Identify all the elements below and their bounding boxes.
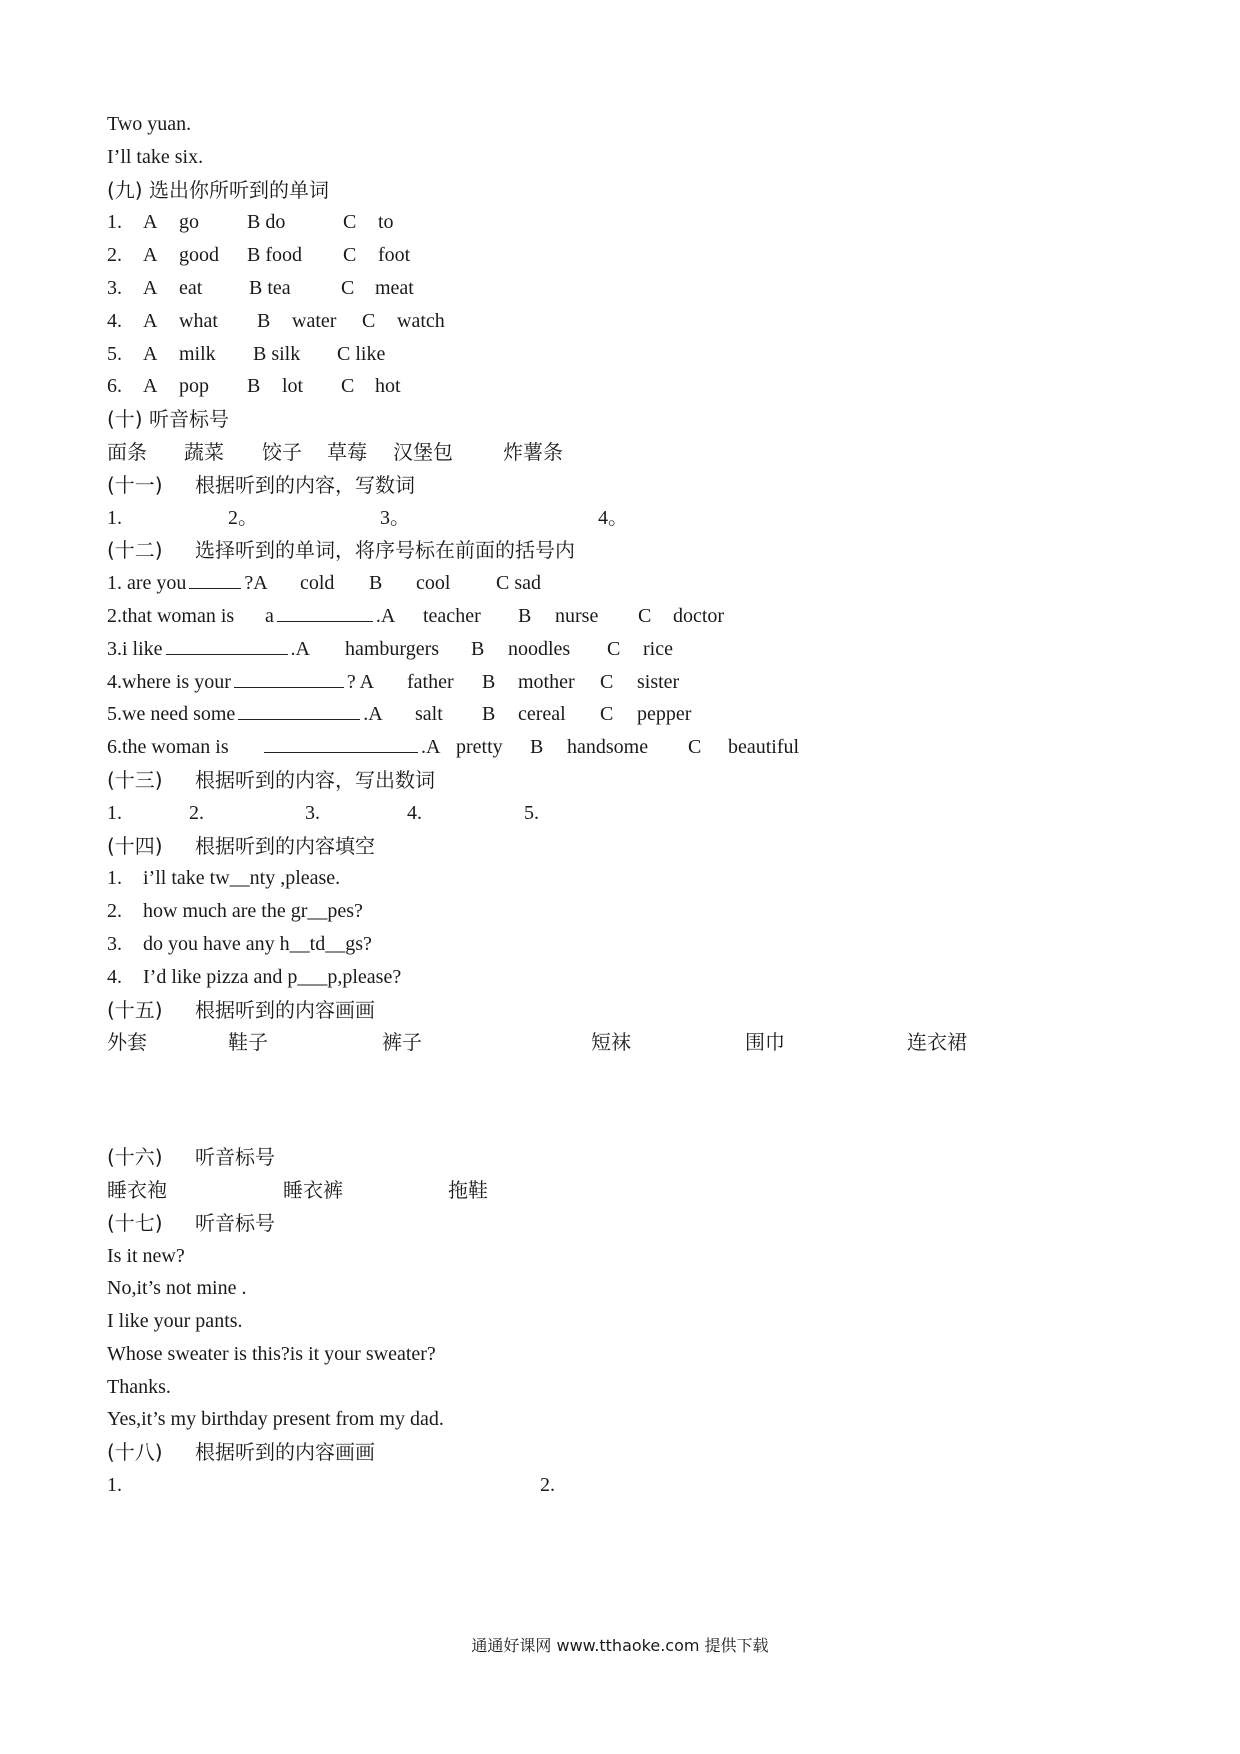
s12-row-6: 6.the woman is .A pretty B handsome C beautiful — [107, 731, 1147, 764]
intro-line: I’ll take six. — [107, 145, 204, 168]
section-17-heading: (十七) 听音标号 — [107, 1210, 275, 1235]
worksheet-page — [107, 108, 1147, 1502]
s12-row-4: 4.where is your ? A father B mother C sister — [107, 666, 1147, 699]
section-13-heading: (十三) 根据听到的内容，写出数词 — [107, 767, 435, 792]
section-18-heading: (十八) 根据听到的内容画画 — [107, 1440, 375, 1465]
page-footer: 通通好课网 www.tthaoke.com 提供下载 — [471, 1636, 769, 1655]
s14-row-4: 4. I’d like pizza and p___p,please? — [107, 965, 402, 988]
s12-row-2: 2.that woman is a .A teacher B nurse C doctor — [107, 600, 1147, 633]
s12-row-1: 1. are you ?A cold B cool C sad — [107, 567, 1147, 600]
s9-row-5: 5. A milk B silk C like — [107, 342, 386, 365]
s14-row-1: 1. i’ll take tw__nty ,please. — [107, 867, 341, 890]
s9-row-2: 2. A good B food C foot — [107, 244, 411, 267]
s10-items: 面条 蔬菜 饺子 草莓 汉堡包 炸薯条 — [107, 439, 563, 464]
s14-row-2: 2. how much are the gr__pes? — [107, 900, 363, 923]
s17-line: Thanks. — [107, 1375, 171, 1398]
s16-items: 睡衣袍 睡衣裤 拖鞋 — [107, 1177, 488, 1202]
s17-line: Is it new? — [107, 1244, 185, 1267]
section-14-heading: (十四) 根据听到的内容填空 — [107, 833, 375, 858]
s9-row-3: 3. A eat B tea C meat — [107, 276, 414, 299]
section-9-heading: (九) 选出你所听到的单词 — [107, 177, 329, 202]
s9-row-1: 1. A go B do C to — [107, 211, 394, 234]
section-12-heading: (十二) 选择听到的单词，将序号标在前面的括号内 — [107, 538, 575, 563]
s11-items: 1. 2。 3。 4。 — [107, 506, 628, 529]
s17-line: Whose sweater is this?is it your sweater? — [107, 1342, 436, 1365]
s17-line: No,it’s not mine . — [107, 1277, 247, 1300]
section-10-heading: (十) 听音标号 — [107, 407, 229, 432]
s17-line: Yes,it’s my birthday present from my dad. — [107, 1408, 444, 1431]
s12-row-5: 5.we need some .A salt B cereal C pepper — [107, 698, 1147, 731]
intro-line: Two yuan. — [107, 113, 192, 135]
s9-row-6: 6. A pop B lot C hot — [107, 375, 401, 398]
section-15-heading: (十五) 根据听到的内容画画 — [107, 997, 375, 1022]
drawing-space — [107, 1059, 1147, 1141]
s17-line: I like your pants. — [107, 1310, 243, 1333]
s12-row-3: 3.i like .A hamburgers B noodles C rice — [107, 633, 1147, 666]
s15-items: 外套 鞋子 裤子 短袜 围巾 连衣裙 — [107, 1030, 967, 1055]
section-16-heading: (十六) 听音标号 — [107, 1145, 275, 1170]
section-11-heading: (十一) 根据听到的内容，写数词 — [107, 472, 415, 497]
s14-row-3: 3. do you have any h__td__gs? — [107, 932, 372, 955]
s18-items: 1. 2. — [107, 1474, 555, 1497]
s13-items: 1. 2. 3. 4. 5. — [107, 801, 539, 824]
s9-row-4: 4. A what B water C watch — [107, 309, 445, 332]
